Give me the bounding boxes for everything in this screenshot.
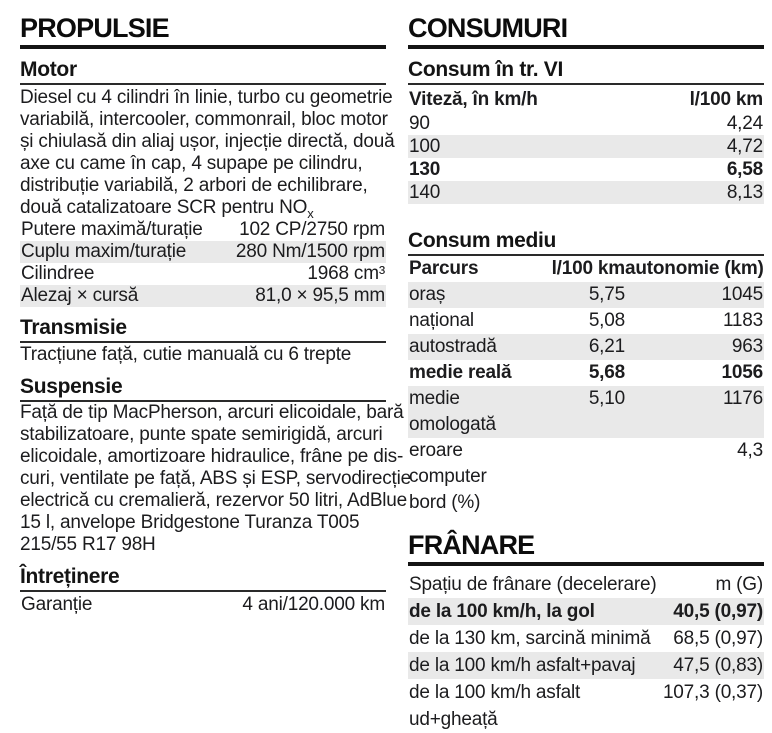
suspensie-description — [20, 402, 411, 556]
franare-label: de la 130 km, sarcină minimă — [409, 628, 651, 649]
parcurs-label: medie omologată — [409, 388, 496, 435]
nox-subscript: x — [307, 205, 314, 221]
suspensie-line: 15 l, anvelope Bridgestone Turanza T005 — [20, 512, 360, 533]
speed-value: 140 — [409, 182, 441, 203]
spec-label: Cuplu maxim/turație — [21, 241, 187, 262]
suspensie-line: Față de tip MacPherson, arcuri elicoidale, bară — [20, 402, 404, 423]
consumption-value: 4,72 — [726, 136, 763, 157]
table-row — [408, 438, 764, 516]
spec-label: Garanție — [21, 594, 93, 615]
motor-line: distribuție variabilă, 2 arbori de echilibrare, — [20, 175, 368, 196]
franare-section — [408, 531, 764, 733]
consumuri-column — [408, 14, 764, 733]
l100-value: 5,75 — [588, 284, 625, 305]
column-header-parcurs: Parcurs — [409, 258, 479, 279]
spec-label: Alezaj × cursă — [21, 285, 139, 306]
table-row — [20, 241, 386, 263]
autonomie-value: 4,3 — [737, 440, 763, 461]
suspensie-heading: Suspensie — [20, 375, 386, 402]
table-row — [408, 181, 764, 204]
consum-vi-heading: Consum în tr. VI — [408, 58, 764, 85]
table-row-highlighted — [408, 158, 764, 181]
consumption-value: 8,13 — [726, 182, 763, 203]
table-row — [408, 334, 764, 360]
table-row — [408, 386, 764, 438]
consumption-value: 4,24 — [726, 113, 763, 134]
motor-spec-table — [20, 219, 386, 307]
spec-value: 102 CP/2750 rpm — [239, 219, 385, 240]
suspensie-line: electrică cu cremalieră, rezervor 50 litri, AdBlue — [20, 490, 408, 511]
intretinere-heading: Întreținere — [20, 565, 386, 592]
table-row — [408, 282, 764, 308]
autonomie-value: 1176 — [722, 388, 763, 409]
consum-vi-header-row — [408, 85, 764, 112]
autonomie-value: 963 — [731, 336, 763, 357]
table-row — [20, 285, 386, 307]
consum-mediu-heading: Consum mediu — [408, 229, 764, 256]
autonomie-value: 1056 — [721, 362, 763, 383]
table-row — [408, 625, 764, 652]
table-row — [408, 135, 764, 158]
motor-heading: Motor — [20, 58, 386, 85]
table-row — [20, 594, 386, 616]
table-row — [20, 219, 386, 241]
l100-value: 5,10 — [588, 388, 625, 409]
suspensie-line: curi, ventilate pe față, ABS și ESP, servodirecție — [20, 468, 411, 489]
table-row-highlighted — [408, 360, 764, 386]
franare-value: 107,3 (0,37) — [662, 682, 763, 703]
franare-label: de la 100 km/h, la gol — [409, 601, 595, 622]
parcurs-label: oraș — [409, 284, 446, 305]
speed-value: 130 — [409, 159, 441, 180]
nox-base: două catalizatoare SCR pentru NO — [20, 197, 308, 218]
parcurs-label: medie reală — [409, 362, 512, 383]
speed-value: 90 — [409, 113, 430, 134]
spec-value: 4 ani/120.000 km — [242, 594, 385, 615]
propulsie-column — [20, 13, 411, 733]
franare-label: de la 100 km/h asfalt ud+gheață — [409, 682, 581, 730]
suspensie-line: stabilizatoare, punte spate semirigidă, arcuri — [20, 424, 383, 445]
l100-value: 5,68 — [588, 362, 625, 383]
motor-line-nox — [20, 197, 386, 219]
motor-line: variabilă, intercooler, commonrail, bloc motor — [20, 109, 388, 130]
franare-value: 47,5 (0,83) — [673, 655, 763, 676]
franare-value: 40,5 (0,97) — [673, 601, 763, 622]
transmisie-description: Tracțiune față, cutie manuală cu 6 trepte — [20, 344, 352, 365]
l100-value: 5,08 — [588, 310, 625, 331]
consumuri-title: CONSUMURI — [408, 14, 764, 49]
franare-table — [408, 598, 764, 733]
franare-value: 68,5 (0,97) — [673, 628, 763, 649]
franare-title: FRÂNARE — [408, 531, 764, 566]
consumption-value: 6,58 — [726, 159, 763, 180]
spec-value: 81,0 × 95,5 mm — [255, 285, 385, 306]
table-row — [20, 263, 386, 285]
spec-label: Cilindree — [21, 263, 95, 284]
autonomie-value: 1045 — [721, 284, 763, 305]
column-header-speed: Viteză, în km/h — [409, 89, 538, 110]
propulsie-title: PROPULSIE — [20, 14, 386, 49]
table-row-highlighted — [408, 598, 764, 625]
franare-label: de la 100 km/h asfalt+pavaj — [409, 655, 636, 676]
parcurs-label: autostradă — [409, 336, 497, 357]
suspensie-line: 215/55 R17 98H — [20, 534, 156, 555]
consum-vi-table — [408, 112, 764, 204]
table-row — [408, 679, 764, 733]
spec-label: Putere maximă/turație — [21, 219, 203, 240]
transmisie-heading: Transmisie — [20, 316, 386, 343]
intretinere-table — [20, 594, 386, 616]
consum-mediu-header-row — [408, 256, 764, 282]
motor-description — [20, 87, 395, 221]
column-header-consumption: l/100 km — [689, 89, 763, 110]
consum-mediu-section — [408, 229, 764, 516]
column-header-spatiu: Spațiu de frânare (decelerare) — [409, 574, 657, 595]
parcurs-label: eroare computer bord (%) — [409, 440, 487, 513]
parcurs-label: național — [409, 310, 474, 331]
table-row — [408, 308, 764, 334]
suspensie-line: elicoidale, amortizoare hidraulice, frâne pe dis- — [20, 446, 404, 467]
spec-value: 280 Nm/1500 rpm — [235, 241, 385, 262]
speed-value: 100 — [409, 136, 441, 157]
motor-line: Diesel cu 4 cilindri în linie, turbo cu geometrie — [20, 87, 393, 108]
franare-header-row — [408, 571, 764, 598]
column-header-autonomie: autonomie (km) — [625, 258, 764, 279]
l100-value: 6,21 — [588, 336, 625, 357]
column-header-l100: l/100 km — [551, 258, 625, 279]
table-row — [408, 112, 764, 135]
motor-line: și chiulasă din aliaj ușor, injecție directă, două — [20, 131, 395, 152]
column-header-mg: m (G) — [715, 574, 763, 595]
consum-mediu-table — [408, 282, 764, 516]
table-row — [408, 652, 764, 679]
spec-value: 1968 cm³ — [307, 263, 385, 284]
motor-line: axe cu came în cap, 4 supape pe cilindru, — [20, 153, 363, 174]
autonomie-value: 1183 — [722, 310, 763, 331]
